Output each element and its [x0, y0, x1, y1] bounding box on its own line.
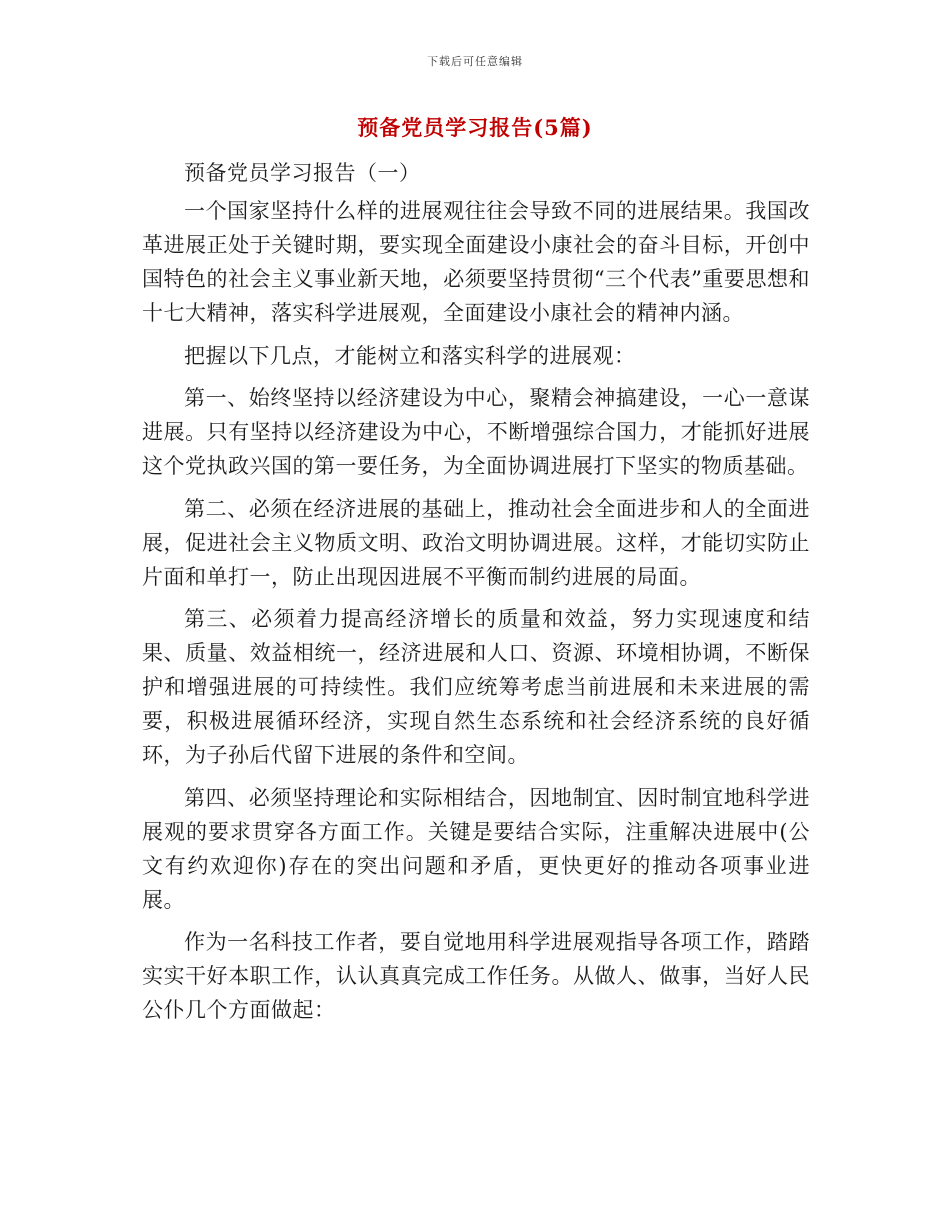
document-title: 预备党员学习报告(5篇): [357, 115, 593, 140]
paragraph: 第三、必须着力提高经济增长的质量和效益，努力实现速度和结果、质量、效益相统一，经济进展和人口、资源、环境相协调，不断保护和增强进展的可持续性。我们应统筹考虑当前进展和未来进展的需要，积极进展循环经济，实现自然生态系统和社会经济系统的良好循环，为子孙后代留下进展的条件和空间。: [142, 607, 810, 767]
paragraph: 作为一名科技工作者，要自觉地用科学进展观指导各项工作，踏踏实实干好本职工作，认认真真完成工作任务。从做人、做事，当好人民公仆几个方面做起：: [142, 930, 810, 1022]
paragraph: 一个国家坚持什么样的进展观往往会导致不同的进展结果。我国改革进展正处于关键时期，要实现全面建设小康社会的奋斗目标，开创中国特色的社会主义事业新天地，必须要坚持贯彻“三个代表”重要思想和十七大精神，落实科学进展观，全面建设小康社会的精神内涵。: [142, 199, 810, 325]
paragraph: 第四、必须坚持理论和实际相结合，因地制宜、因时制宜地科学进展观的要求贯穿各方面工作。关键是要结合实际，注重解决进展中(公文有约欢迎你)存在的突出问题和矛盾，更快更好的推动各项事业进展。: [142, 785, 810, 912]
paragraph: 把握以下几点，才能树立和落实科学的进展观：: [184, 343, 636, 368]
header-note: 下载后可任意编辑: [427, 55, 523, 68]
paragraph: 第二、必须在经济进展的基础上，推动社会全面进步和人的全面进展，促进社会主义物质文明、政治文明协调进展。这样，才能切实防止片面和单打一，防止出现因进展不平衡而制约进展的局面。: [142, 496, 810, 589]
section-heading: 预备党员学习报告（一）: [184, 161, 421, 185]
paragraph: 第一、始终坚持以经济建设为中心，聚精会神搞建设，一心一意谋进展。只有坚持以经济建设为中心，不断增强综合国力，才能抓好进展这个党执政兴国的第一要任务，为全面协调进展打下坚实的物质基础。: [142, 386, 810, 478]
document-body: [142, 156, 810, 1036]
